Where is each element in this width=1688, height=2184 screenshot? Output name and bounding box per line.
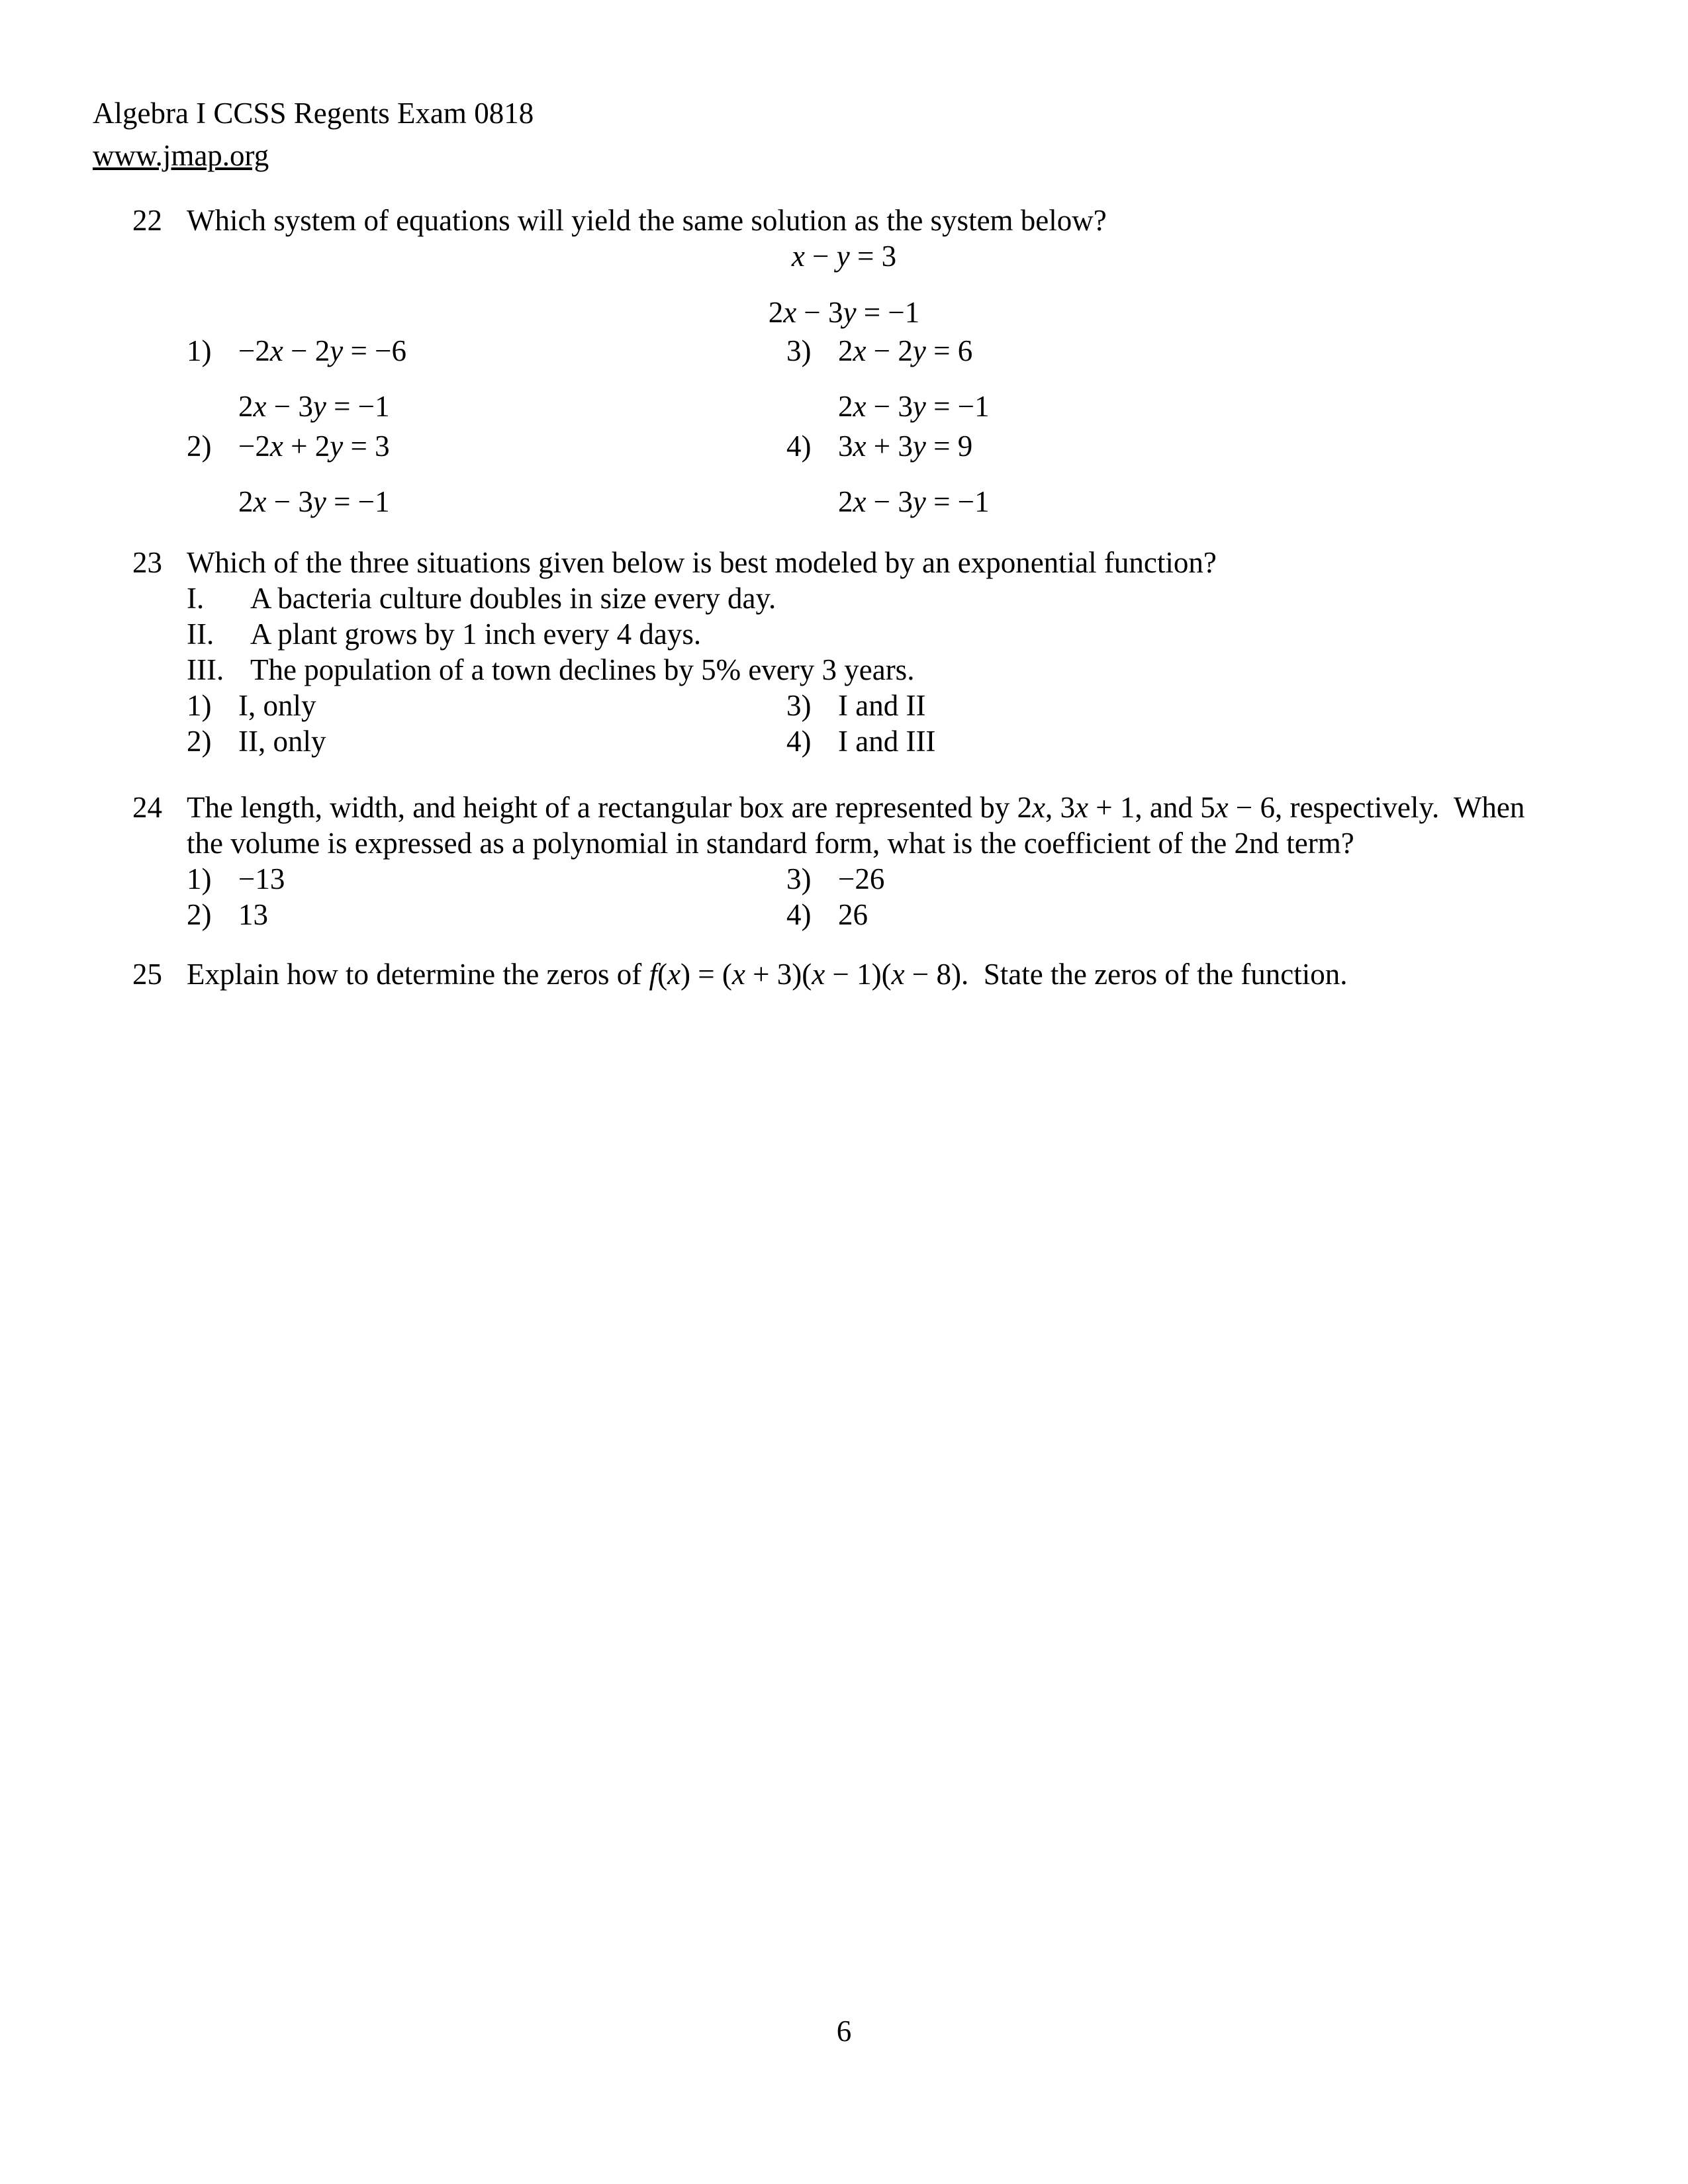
question-23: [132, 545, 1501, 759]
option-2: [187, 723, 786, 759]
question-23-number: 23: [132, 546, 162, 579]
statement-I-label: I.: [187, 582, 205, 615]
statement-II-text: A plant grows by 1 inch every 4 days.: [250, 617, 702, 651]
option-1: [187, 333, 786, 428]
option-4-equations: [838, 428, 990, 523]
option-4: [786, 428, 1501, 523]
statement-III-label: III.: [187, 653, 224, 686]
option-2: [187, 897, 786, 933]
option-1-label: 1): [187, 689, 212, 722]
option-equation: 2x − 3y = −1: [238, 390, 390, 423]
statement-I-text: A bacteria culture doubles in size every day.: [250, 582, 776, 615]
options-column-left: [187, 333, 786, 523]
option-2-label: 2): [187, 898, 212, 931]
question-22-number: 22: [132, 204, 162, 237]
option-4-text: I and III: [838, 725, 936, 758]
option-equation: 3x + 3y = 9: [838, 430, 973, 463]
statement-I: [187, 580, 1501, 616]
option-2-text: 13: [238, 898, 268, 931]
option-3-text: I and II: [838, 689, 926, 722]
option-3-text: −26: [838, 862, 885, 895]
question-24-text-line-2: the volume is expressed as a polynomial in standard form, what is the coefficient of the 2nd term?: [187, 827, 1354, 860]
statement-III: [187, 652, 1501, 688]
page-number: 6: [836, 2015, 852, 2048]
statement-II-label: II.: [187, 617, 214, 651]
option-1-label: 1): [187, 334, 212, 367]
question-22-text: Which system of equations will yield the same solution as the system below?: [187, 204, 1107, 237]
page-header: [93, 95, 534, 174]
system-equation-1: x − y = 3: [791, 240, 897, 273]
question-23-options: [187, 688, 1501, 759]
option-equation: −2x + 2y = 3: [238, 430, 390, 463]
option-3: [786, 688, 1501, 723]
question-22: [132, 203, 1501, 523]
option-2-equations: [238, 428, 390, 523]
question-25-text: Explain how to determine the zeros of f(x) = (x + 3)(x − 1)(x − 8). State the zeros of the function.: [187, 958, 1348, 991]
option-1: [187, 688, 786, 723]
option-4-text: 26: [838, 898, 868, 931]
jmap-link[interactable]: www.jmap.org: [93, 139, 269, 172]
option-1-label: 1): [187, 862, 212, 895]
option-2-label: 2): [187, 725, 212, 758]
question-22-options: [187, 333, 1501, 523]
option-3-label: 3): [786, 862, 812, 895]
question-23-text: Which of the three situations given below is best modeled by an exponential function?: [187, 546, 1217, 579]
exam-title: Algebra I CCSS Regents Exam 0818: [93, 97, 534, 130]
system-equation-2: 2x − 3y = −1: [768, 296, 920, 329]
option-4-label: 4): [786, 430, 812, 463]
option-1-text: −13: [238, 862, 285, 895]
questions-area: [0, 203, 1688, 992]
option-4: [786, 897, 1501, 933]
option-1-equations: [238, 333, 406, 428]
statement-III-text: The population of a town declines by 5% every 3 years.: [250, 653, 915, 686]
question-25-number: 25: [132, 958, 162, 991]
question-24-number: 24: [132, 791, 162, 824]
option-2-label: 2): [187, 430, 212, 463]
option-2: [187, 428, 786, 523]
option-1: [187, 861, 786, 897]
question-24-text-line-1: The length, width, and height of a rectangular box are represented by 2x, 3x + 1, and 5x − 6, respectively. When: [187, 791, 1525, 824]
option-3: [786, 861, 1501, 897]
option-4-label: 4): [786, 898, 812, 931]
option-3-label: 3): [786, 689, 812, 722]
option-equation: −2x − 2y = −6: [238, 334, 407, 367]
option-3-label: 3): [786, 334, 812, 367]
option-4: [786, 723, 1501, 759]
option-equation: 2x − 2y = 6: [838, 334, 973, 367]
question-24-options: [187, 861, 1501, 933]
option-4-label: 4): [786, 725, 812, 758]
option-1-text: I, only: [238, 689, 316, 722]
option-2-text: II, only: [238, 725, 326, 758]
option-equation: 2x − 3y = −1: [838, 485, 990, 518]
question-24: [132, 790, 1525, 933]
statement-II: [187, 616, 1501, 652]
option-equation: 2x − 3y = −1: [238, 485, 390, 518]
option-3: [786, 333, 1501, 428]
option-equation: 2x − 3y = −1: [838, 390, 990, 423]
options-column-right: [786, 333, 1501, 523]
question-25: [132, 956, 1501, 992]
option-3-equations: [838, 333, 990, 428]
